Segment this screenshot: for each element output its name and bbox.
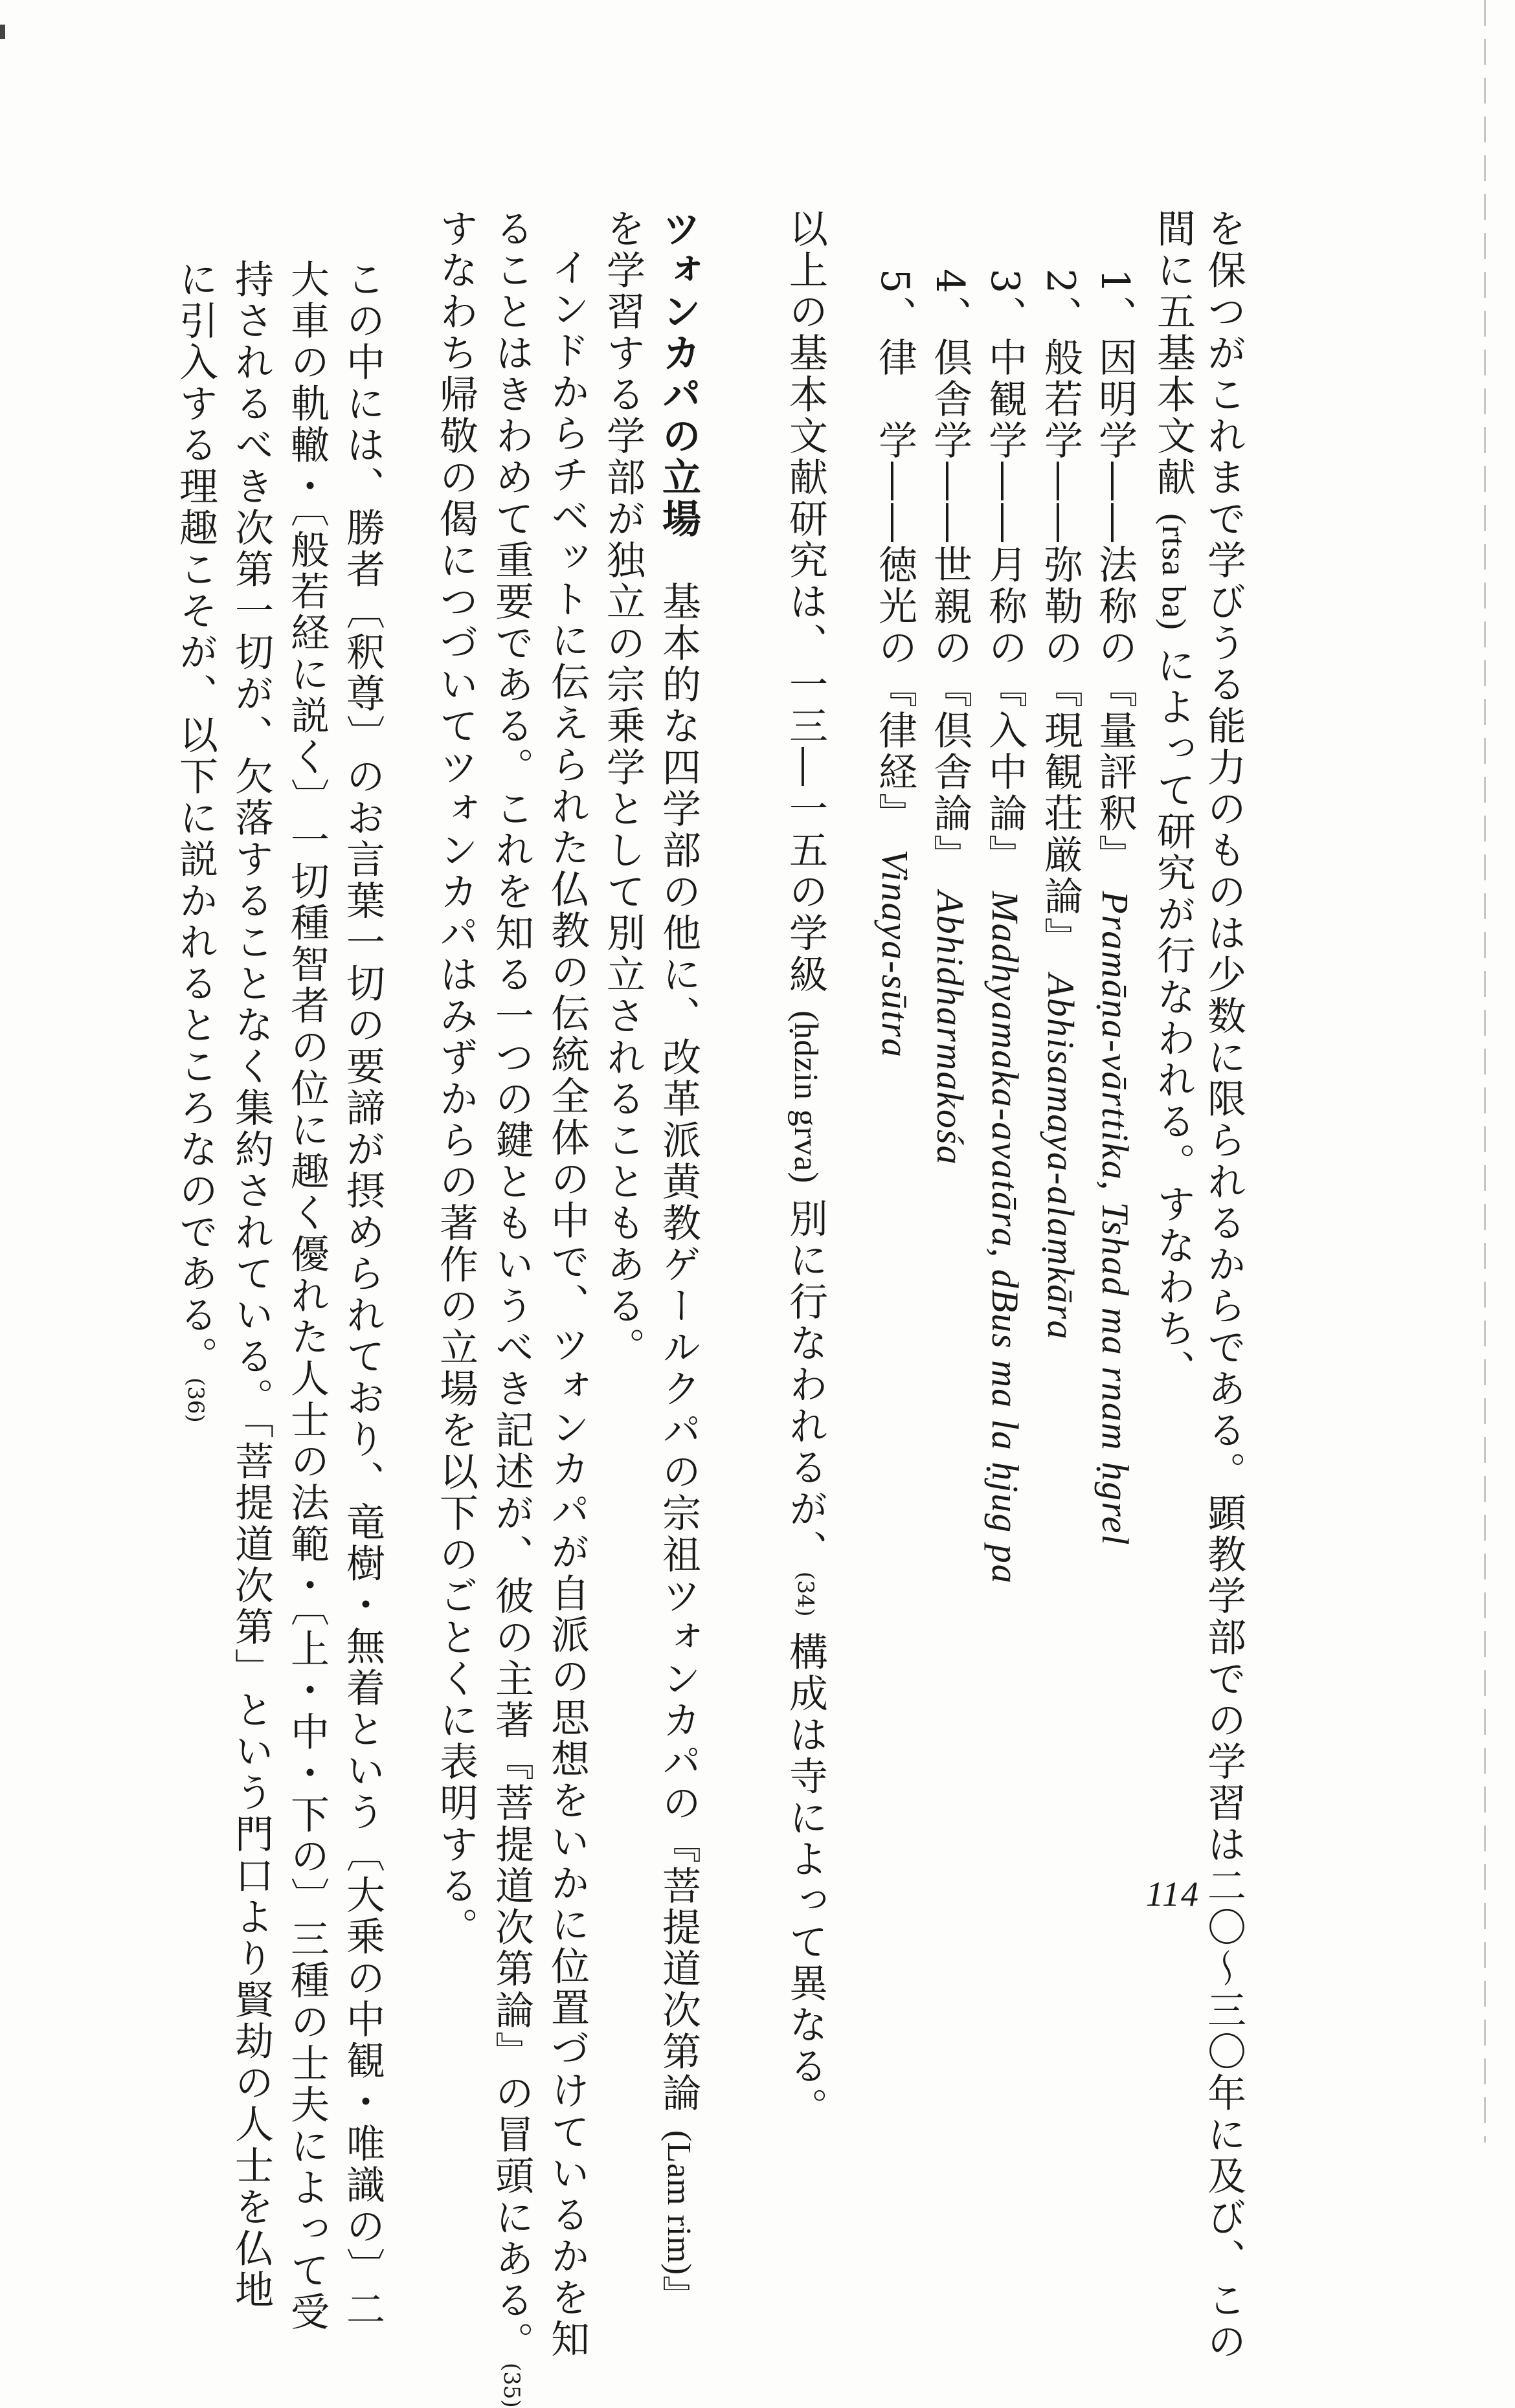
- text-run: 基本的な四学部の他に、改革派黄教ゲールクパの宗祖ツォンカパの『菩提道次第論: [656, 540, 701, 2114]
- text-run: を学習する学部が独立の宗乗学として別立されることもある。: [600, 208, 645, 1368]
- scan-mark: [0, 25, 5, 39]
- page-edge: [1484, 0, 1486, 2143]
- list-item-label: 3、中観学――月称の『入中論』: [982, 269, 1027, 876]
- text-run: 』: [656, 2275, 701, 2317]
- list-item-label: 2、般若学――弥勒の『現観荘厳論』: [1038, 269, 1083, 959]
- transliteration: Abhidharmakośa: [929, 891, 971, 1166]
- text-column: [489, 208, 534, 2408]
- text-run: によって研究が行なわれる。すなわち、: [1150, 645, 1196, 1391]
- text-run: 別に行なわれるが、: [783, 1198, 828, 1572]
- quote-column: [284, 259, 330, 2333]
- quote-column: [173, 259, 218, 1423]
- transliteration: Abhisamaya-alaṃkāra: [1040, 974, 1082, 1341]
- text-run: 以上の基本文献研究は、一三―一五の学級: [783, 208, 828, 996]
- transliteration: (Lam rim): [660, 2130, 697, 2276]
- transliteration: Pramāṇa-vārttika, Tshad ma rnam ḥgrel: [1094, 891, 1136, 1546]
- text-column: [544, 208, 590, 2360]
- text-column: [433, 208, 478, 1948]
- quote-column: [229, 259, 274, 2311]
- list-item-label: 5、律 学――徳光の『律経』: [872, 269, 917, 835]
- text-column: [600, 208, 645, 1368]
- text-run: 構成は寺によって異なる。: [783, 1631, 828, 2129]
- list-item-label: 1、因明学――法称の『量評釈』: [1092, 269, 1138, 876]
- text-column: [1150, 208, 1196, 1391]
- text-run: インドからチベットに伝えられた仏教の伝統全体の中で、ツォンカパが自派の思想をいかに位置づけているかを知: [544, 247, 590, 2360]
- list-item: [872, 269, 917, 1058]
- footnote-marker: (36): [183, 1377, 208, 1423]
- list-item: [1038, 269, 1083, 1341]
- text-run: ることはきわめて重要である。これを知る一つの鍵ともいうべき記述が、彼の主著『菩提道次第論』の冒頭にある。: [489, 208, 534, 2363]
- text-run: に引入する理趣こそが、以下に説かれるところなのである。: [173, 259, 218, 1377]
- text-run: 間に五基本文献: [1150, 208, 1196, 498]
- section-heading-column: [656, 208, 701, 2317]
- text-column: [783, 208, 828, 2129]
- transliteration: (rtsa ba): [1155, 513, 1192, 630]
- text-run: この中には、勝者〔釈尊〕のお言葉一切の要諦が摂められており、竜樹・無着という〔大乗の中観・唯識の〕二: [340, 259, 385, 2330]
- list-item-label: 4、倶舎学――世親の『倶舎論』: [927, 269, 972, 876]
- footnote-marker: (35): [499, 2363, 524, 2408]
- list-item: [927, 269, 972, 1166]
- text-run: 大車の軌轍・〔般若経に説く〕一切種智者の位に趣く優れた人士の法範・〔上・中・下の〕三種の士夫によって受: [284, 259, 330, 2333]
- text-column: [1201, 208, 1246, 2363]
- footnote-marker: (34): [792, 1571, 818, 1617]
- text-run: 持されるべき次第一切が、欠落することなく集約されている。「菩提道次第」という門口より賢劫の人士を仏地: [229, 259, 274, 2311]
- transliteration: Vinaya-sūtra: [874, 849, 916, 1058]
- list-item: [982, 269, 1027, 1585]
- section-heading: ツォンカパの立場: [656, 208, 701, 540]
- transliteration: Madhyamaka-avatāra, dBus ma la ḥjug pa: [984, 891, 1026, 1585]
- quote-column: [340, 259, 385, 2330]
- text-run: を保つがこれまで学びうる能力のものは少数に限られるからである。顕教学部での学習は二〇〜三〇年に及び、この: [1201, 208, 1246, 2363]
- text-run: すなわち帰敬の偈につづいてツォンカパはみずからの著作の立場を以下のごとくに表明する。: [433, 208, 478, 1948]
- transliteration: (ḥdzin grva): [787, 1010, 824, 1184]
- page-number: 114: [1146, 1875, 1200, 1913]
- list-item: [1092, 269, 1138, 1546]
